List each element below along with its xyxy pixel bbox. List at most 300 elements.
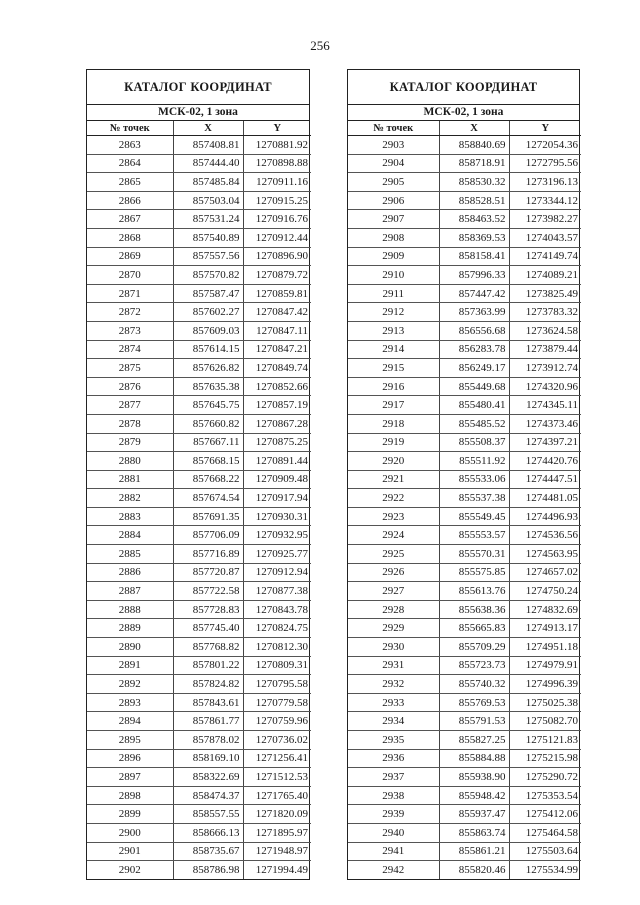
cell-point-number: 2904 [348, 154, 439, 173]
cell-y: 1273825.49 [509, 284, 581, 303]
catalog-zone: МСК-02, 1 зона [348, 105, 579, 121]
cell-x: 857503.04 [173, 191, 243, 210]
cell-x: 857444.40 [173, 154, 243, 173]
cell-point-number: 2879 [87, 433, 173, 452]
table-row [348, 173, 581, 192]
cell-point-number: 2932 [348, 675, 439, 694]
table-row [87, 582, 311, 601]
table-row [348, 470, 581, 489]
cell-point-number: 2867 [87, 210, 173, 229]
cell-x: 857745.40 [173, 619, 243, 638]
table-row [87, 805, 311, 824]
cell-point-number: 2909 [348, 247, 439, 266]
cell-point-number: 2886 [87, 563, 173, 582]
cell-x: 855549.45 [439, 507, 509, 526]
cell-point-number: 2891 [87, 656, 173, 675]
cell-y: 1275121.83 [509, 731, 581, 750]
cell-y: 1273196.13 [509, 173, 581, 192]
table-row [87, 563, 311, 582]
cell-point-number: 2936 [348, 749, 439, 768]
cell-x: 857667.11 [173, 433, 243, 452]
cell-y: 1270881.92 [243, 136, 311, 155]
cell-x: 858840.69 [439, 136, 509, 155]
cell-point-number: 2933 [348, 693, 439, 712]
cell-point-number: 2883 [87, 507, 173, 526]
cell-y: 1274481.05 [509, 489, 581, 508]
cell-x: 855769.53 [439, 693, 509, 712]
cell-y: 1270795.58 [243, 675, 311, 694]
cell-y: 1274996.39 [509, 675, 581, 694]
cell-x: 855665.83 [439, 619, 509, 638]
cell-x: 855863.74 [439, 823, 509, 842]
cell-y: 1270847.11 [243, 321, 311, 340]
cell-point-number: 2912 [348, 303, 439, 322]
coordinate-table [87, 121, 311, 879]
table-row [87, 321, 311, 340]
cell-y: 1270909.48 [243, 470, 311, 489]
cell-x: 856283.78 [439, 340, 509, 359]
cell-point-number: 2925 [348, 545, 439, 564]
coordinate-catalog-right [347, 69, 580, 880]
cell-point-number: 2887 [87, 582, 173, 601]
table-row [348, 582, 581, 601]
cell-y: 1275215.98 [509, 749, 581, 768]
cell-point-number: 2897 [87, 768, 173, 787]
table-row [87, 284, 311, 303]
cell-y: 1271512.53 [243, 768, 311, 787]
table-row [348, 861, 581, 879]
cell-point-number: 2877 [87, 396, 173, 415]
table-row [348, 414, 581, 433]
table-row [87, 210, 311, 229]
cell-y: 1274951.18 [509, 638, 581, 657]
cell-point-number: 2915 [348, 359, 439, 378]
table-row [348, 359, 581, 378]
table-row [348, 545, 581, 564]
cell-point-number: 2911 [348, 284, 439, 303]
table-row [348, 619, 581, 638]
header-x: X [439, 121, 509, 136]
cell-point-number: 2905 [348, 173, 439, 192]
table-row [348, 396, 581, 415]
table-row [87, 433, 311, 452]
cell-y: 1273624.58 [509, 321, 581, 340]
cell-x: 855827.25 [439, 731, 509, 750]
table-row [87, 619, 311, 638]
cell-x: 857824.82 [173, 675, 243, 694]
cell-x: 857557.56 [173, 247, 243, 266]
table-row [348, 731, 581, 750]
table-row [348, 452, 581, 471]
header-point-number: № точек [87, 121, 173, 136]
cell-y: 1274750.24 [509, 582, 581, 601]
cell-y: 1270847.42 [243, 303, 311, 322]
cell-x: 857728.83 [173, 600, 243, 619]
coordinate-table [348, 121, 581, 879]
table-row [87, 303, 311, 322]
cell-x: 855570.31 [439, 545, 509, 564]
cell-x: 857587.47 [173, 284, 243, 303]
table-row [348, 284, 581, 303]
cell-x: 855537.38 [439, 489, 509, 508]
cell-x: 857485.84 [173, 173, 243, 192]
cell-x: 858158.41 [439, 247, 509, 266]
table-row [87, 526, 311, 545]
cell-x: 855613.76 [439, 582, 509, 601]
cell-y: 1270736.02 [243, 731, 311, 750]
cell-point-number: 2898 [87, 786, 173, 805]
cell-x: 857635.38 [173, 377, 243, 396]
table-row [348, 247, 581, 266]
cell-point-number: 2942 [348, 861, 439, 879]
catalog-title: КАТАЛОГ КООРДИНАТ [87, 70, 309, 105]
cell-x: 857996.33 [439, 266, 509, 285]
cell-y: 1270847.21 [243, 340, 311, 359]
table-row [348, 377, 581, 396]
cell-point-number: 2895 [87, 731, 173, 750]
cell-point-number: 2934 [348, 712, 439, 731]
table-row [348, 693, 581, 712]
cell-point-number: 2875 [87, 359, 173, 378]
table-row [348, 303, 581, 322]
cell-point-number: 2926 [348, 563, 439, 582]
cell-point-number: 2880 [87, 452, 173, 471]
page-number: 256 [310, 38, 330, 53]
table-row [348, 433, 581, 452]
cell-y: 1270911.16 [243, 173, 311, 192]
table-row [348, 638, 581, 657]
cell-x: 857447.42 [439, 284, 509, 303]
catalog-title: КАТАЛОГ КООРДИНАТ [348, 70, 579, 105]
cell-x: 857408.81 [173, 136, 243, 155]
table-row [87, 470, 311, 489]
table-row [87, 675, 311, 694]
cell-x: 855820.46 [439, 861, 509, 879]
table-row [348, 210, 581, 229]
table-row [87, 600, 311, 619]
cell-point-number: 2870 [87, 266, 173, 285]
table-row [87, 359, 311, 378]
table-row [87, 247, 311, 266]
table-row [87, 340, 311, 359]
cell-point-number: 2907 [348, 210, 439, 229]
table-row [87, 712, 311, 731]
table-row [348, 823, 581, 842]
cell-point-number: 2940 [348, 823, 439, 842]
cell-x: 855575.85 [439, 563, 509, 582]
table-row [87, 823, 311, 842]
cell-point-number: 2937 [348, 768, 439, 787]
cell-y: 1271994.49 [255, 863, 308, 876]
cell-x: 858786.98 [173, 861, 243, 879]
cell-x: 858718.91 [439, 154, 509, 173]
table-header-row [87, 121, 311, 136]
cell-x: 857363.99 [439, 303, 509, 322]
cell-point-number: 2868 [87, 228, 173, 247]
cell-point-number: 2866 [87, 191, 173, 210]
cell-x: 855638.36 [439, 600, 509, 619]
cell-y: 1274420.76 [509, 452, 581, 471]
table-row [87, 396, 311, 415]
table-row [87, 489, 311, 508]
cell-y: 1270852.66 [243, 377, 311, 396]
cell-x: 857614.15 [173, 340, 243, 359]
table-row [87, 414, 311, 433]
table-row [348, 191, 581, 210]
cell-point-number: 2939 [348, 805, 439, 824]
cell-x: 855508.37 [439, 433, 509, 452]
cell-x: 857768.82 [173, 638, 243, 657]
cell-x: 855938.90 [439, 768, 509, 787]
cell-x: 857609.03 [173, 321, 243, 340]
table-row [348, 842, 581, 861]
cell-y: 1270896.90 [243, 247, 311, 266]
cell-y: 1275353.54 [509, 786, 581, 805]
cell-point-number: 2935 [348, 731, 439, 750]
cell-point-number: 2873 [87, 321, 173, 340]
cell-point-number: 2910 [348, 266, 439, 285]
cell-point-number: 2882 [87, 489, 173, 508]
table-row [348, 266, 581, 285]
table-row [87, 507, 311, 526]
cell-point-number: 2929 [348, 619, 439, 638]
cell-y: 1270915.25 [243, 191, 311, 210]
cell-x: 855948.42 [439, 786, 509, 805]
catalog-zone: МСК-02, 1 зона [87, 105, 309, 121]
cell-x: 857674.54 [173, 489, 243, 508]
table-row [87, 749, 311, 768]
cell-x: 855723.73 [439, 656, 509, 675]
cell-point-number: 2901 [87, 842, 173, 861]
table-row [87, 266, 311, 285]
cell-y: 1270843.78 [243, 600, 311, 619]
cell-y: 1274563.95 [509, 545, 581, 564]
cell-y: 1275534.99 [525, 863, 578, 876]
table-row [87, 656, 311, 675]
table-row [87, 191, 311, 210]
table-row [87, 228, 311, 247]
header-point-number: № точек [348, 121, 439, 136]
cell-x: 858369.53 [439, 228, 509, 247]
cell-point-number: 2938 [348, 786, 439, 805]
table-row [87, 452, 311, 471]
cell-point-number: 2908 [348, 228, 439, 247]
cell-y: 1270879.72 [243, 266, 311, 285]
cell-x: 855449.68 [439, 377, 509, 396]
cell-point-number: 2900 [87, 823, 173, 842]
cell-x: 857570.82 [173, 266, 243, 285]
cell-point-number: 2871 [87, 284, 173, 303]
cell-x: 855884.88 [439, 749, 509, 768]
cell-y: 1270875.25 [243, 433, 311, 452]
table-row [87, 545, 311, 564]
cell-x: 858557.55 [173, 805, 243, 824]
table-row [348, 768, 581, 787]
cell-y: 1274149.74 [509, 247, 581, 266]
cell-x: 856249.17 [439, 359, 509, 378]
cell-x: 857645.75 [173, 396, 243, 415]
table-row [348, 340, 581, 359]
cell-point-number: 2888 [87, 600, 173, 619]
table-row [87, 638, 311, 657]
cell-point-number: 2865 [87, 173, 173, 192]
cell-point-number: 2918 [348, 414, 439, 433]
cell-point-number: 2941 [348, 842, 439, 861]
cell-point-number: 2874 [87, 340, 173, 359]
cell-y: 1270824.75 [243, 619, 311, 638]
cell-y: 1274345.11 [509, 396, 581, 415]
cell-x: 857691.35 [173, 507, 243, 526]
cell-x: 857626.82 [173, 359, 243, 378]
cell-point-number: 2927 [348, 582, 439, 601]
table-row [87, 173, 311, 192]
cell-y: 1270930.31 [243, 507, 311, 526]
cell-y: 1270759.96 [243, 712, 311, 731]
cell-point-number: 2893 [87, 693, 173, 712]
cell-point-number: 2876 [87, 377, 173, 396]
cell-x: 857722.58 [173, 582, 243, 601]
cell-y: 1270932.95 [243, 526, 311, 545]
cell-y: 1275412.06 [509, 805, 581, 824]
header-x: X [173, 121, 243, 136]
cell-y: 1274913.17 [509, 619, 581, 638]
cell-y: 1270916.76 [243, 210, 311, 229]
cell-x: 858169.10 [173, 749, 243, 768]
cell-point-number: 2903 [348, 136, 439, 155]
table-row [348, 321, 581, 340]
cell-x: 855485.52 [439, 414, 509, 433]
cell-point-number: 2872 [87, 303, 173, 322]
cell-y: 1275290.72 [509, 768, 581, 787]
cell-x: 857706.09 [173, 526, 243, 545]
cell-y: 1273783.32 [509, 303, 581, 322]
cell-y: 1270812.30 [243, 638, 311, 657]
cell-point-number: 2890 [87, 638, 173, 657]
cell-x: 858474.37 [173, 786, 243, 805]
cell-y: 1270912.44 [243, 228, 311, 247]
table-row [87, 377, 311, 396]
cell-y: 1270779.58 [243, 693, 311, 712]
cell-x: 857861.77 [173, 712, 243, 731]
table-row [87, 136, 311, 155]
cell-y: 1274536.56 [509, 526, 581, 545]
table-row [348, 675, 581, 694]
cell-y: 1275025.38 [509, 693, 581, 712]
table-row [348, 228, 581, 247]
cell-x: 857668.15 [173, 452, 243, 471]
cell-y: 1270857.19 [243, 396, 311, 415]
table-row [348, 656, 581, 675]
cell-point-number: 2894 [87, 712, 173, 731]
cell-y: 1274089.21 [509, 266, 581, 285]
table-row [348, 507, 581, 526]
cell-point-number: 2902 [87, 861, 173, 879]
cell-point-number: 2930 [348, 638, 439, 657]
cell-x: 858530.32 [439, 173, 509, 192]
header-y: Y [509, 121, 581, 136]
cell-point-number: 2931 [348, 656, 439, 675]
cell-x: 855709.29 [439, 638, 509, 657]
cell-x: 857668.22 [173, 470, 243, 489]
table-row [348, 154, 581, 173]
table-row [348, 526, 581, 545]
cell-point-number: 2919 [348, 433, 439, 452]
table-row [348, 563, 581, 582]
cell-point-number: 2923 [348, 507, 439, 526]
cell-y: 1270917.94 [243, 489, 311, 508]
cell-y: 1271895.97 [243, 823, 311, 842]
coordinate-catalog-left [86, 69, 310, 880]
table-row [348, 600, 581, 619]
cell-y: 1270859.81 [243, 284, 311, 303]
cell-point-number: 2885 [87, 545, 173, 564]
cell-y: 1270809.31 [243, 656, 311, 675]
cell-point-number: 2920 [348, 452, 439, 471]
header-y: Y [243, 121, 311, 136]
cell-y: 1270849.74 [243, 359, 311, 378]
cell-y: 1271820.09 [243, 805, 311, 824]
cell-y: 1272054.36 [509, 136, 581, 155]
cell-x: 858735.67 [173, 842, 243, 861]
cell-point-number: 2928 [348, 600, 439, 619]
cell-x: 857540.89 [173, 228, 243, 247]
cell-y: 1275503.64 [509, 842, 581, 861]
cell-y: 1274320.96 [509, 377, 581, 396]
cell-point-number: 2881 [87, 470, 173, 489]
cell-x: 858322.69 [173, 768, 243, 787]
cell-point-number: 2878 [87, 414, 173, 433]
cell-y: 1274043.57 [509, 228, 581, 247]
cell-y: 1275464.58 [509, 823, 581, 842]
cell-x: 855937.47 [439, 805, 509, 824]
cell-y: 1274832.69 [509, 600, 581, 619]
cell-y: 1270912.94 [243, 563, 311, 582]
cell-y: 1273912.74 [509, 359, 581, 378]
table-row [87, 861, 311, 879]
cell-x: 856556.68 [439, 321, 509, 340]
cell-x: 857801.22 [173, 656, 243, 675]
cell-y: 1270898.88 [243, 154, 311, 173]
table-header-row [348, 121, 581, 136]
cell-point-number: 2884 [87, 526, 173, 545]
cell-point-number: 2864 [87, 154, 173, 173]
cell-x: 857602.27 [173, 303, 243, 322]
table-row [348, 749, 581, 768]
cell-point-number: 2863 [87, 136, 173, 155]
cell-x: 857878.02 [173, 731, 243, 750]
cell-y: 1270867.28 [243, 414, 311, 433]
cell-y: 1274657.02 [509, 563, 581, 582]
cell-x: 857716.89 [173, 545, 243, 564]
cell-point-number: 2913 [348, 321, 439, 340]
cell-y: 1273879.44 [509, 340, 581, 359]
table-row [87, 693, 311, 712]
table-row [87, 731, 311, 750]
table-row [348, 489, 581, 508]
cell-point-number: 2916 [348, 377, 439, 396]
cell-y: 1273344.12 [509, 191, 581, 210]
cell-x: 858463.52 [439, 210, 509, 229]
cell-point-number: 2896 [87, 749, 173, 768]
cell-y: 1272795.56 [509, 154, 581, 173]
cell-x: 855791.53 [439, 712, 509, 731]
cell-y: 1270877.38 [243, 582, 311, 601]
cell-y: 1273982.27 [509, 210, 581, 229]
table-row [87, 786, 311, 805]
cell-point-number: 2899 [87, 805, 173, 824]
cell-x: 858528.51 [439, 191, 509, 210]
cell-point-number: 2869 [87, 247, 173, 266]
